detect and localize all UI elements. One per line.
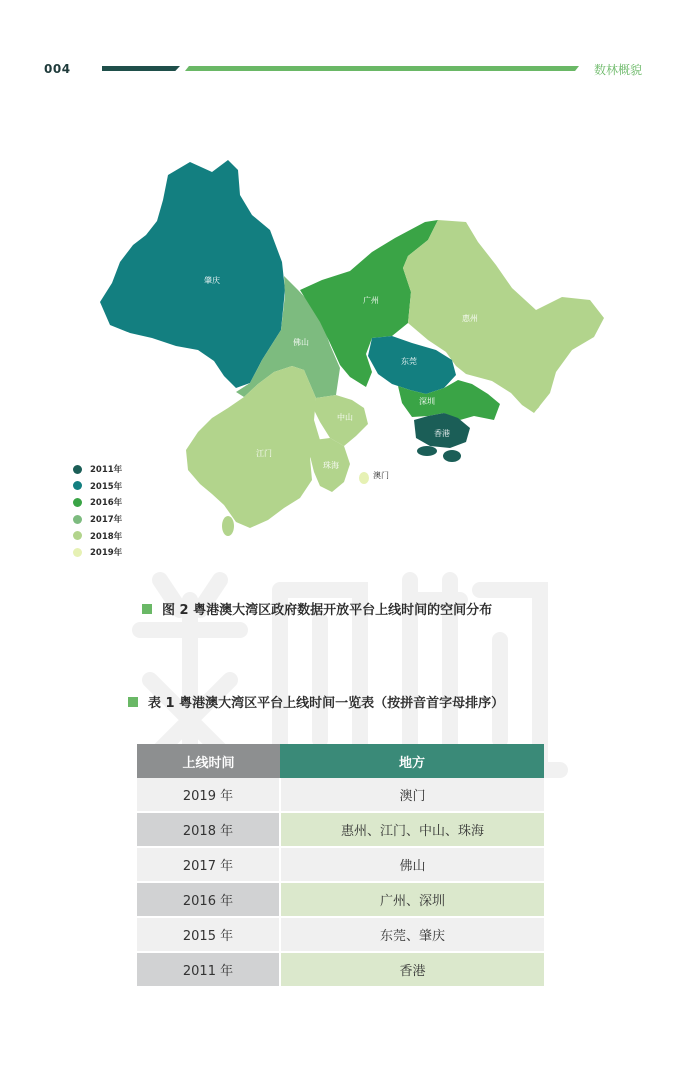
legend-label: 2016年	[90, 498, 123, 509]
map-label-zhongshan: 中山	[337, 413, 353, 422]
cell-places: 惠州、江门、中山、珠海	[280, 812, 544, 847]
legend-item-2011	[73, 461, 122, 478]
cell-year: 2011 年	[137, 952, 280, 987]
legend-dot	[73, 548, 82, 557]
map-label-hongkong: 香港	[434, 429, 450, 438]
map-region-lantau	[417, 446, 437, 456]
cell-places: 佛山	[280, 847, 544, 882]
map-legend	[73, 461, 122, 561]
map-region-jiangmen	[186, 366, 320, 528]
table-row	[137, 778, 544, 812]
map-label-foshan: 佛山	[293, 338, 309, 347]
map-label-zhaoqing: 肇庆	[204, 276, 220, 285]
legend-label: 2017年	[90, 515, 123, 526]
figure-caption-text: 图 2 粤港澳大湾区政府数据开放平台上线时间的空间分布	[162, 603, 493, 618]
cell-places: 广州、深圳	[280, 882, 544, 917]
legend-dot	[73, 531, 82, 540]
map-label-huizhou: 惠州	[462, 314, 478, 323]
map-label-jiangmen: 江门	[256, 449, 272, 458]
legend-item-2017	[73, 511, 122, 528]
cell-places: 东莞、肇庆	[280, 917, 544, 952]
map-region-macao	[359, 472, 369, 484]
table-caption	[0, 692, 680, 711]
map-region-hongkong-island	[443, 450, 461, 462]
cell-year: 2017 年	[137, 847, 280, 882]
legend-dot	[73, 515, 82, 524]
map-label-dongguan: 东莞	[401, 357, 417, 366]
table-row	[137, 812, 544, 847]
legend-item-2018	[73, 527, 122, 544]
column-header-place: 地方	[280, 744, 544, 778]
column-header-time: 上线时间	[137, 744, 280, 778]
caption-marker	[128, 697, 138, 707]
legend-dot	[73, 465, 82, 474]
page-number: 004	[44, 62, 71, 76]
cell-year: 2015 年	[137, 917, 280, 952]
section-name: 数林概貌	[593, 63, 642, 77]
figure-caption	[0, 599, 680, 618]
cell-places: 香港	[280, 952, 544, 987]
legend-item-2016	[73, 494, 122, 511]
map-label-zhuhai: 珠海	[323, 461, 339, 470]
map-island	[527, 390, 541, 410]
table-row	[137, 952, 544, 987]
legend-dot	[73, 481, 82, 490]
map-label-shenzhen: 深圳	[419, 397, 435, 406]
table-row	[137, 847, 544, 882]
table-caption-text: 表 1 粤港澳大湾区平台上线时间一览表（按拼音首字母排序）	[148, 696, 505, 711]
legend-label: 2019年	[90, 548, 123, 559]
legend-item-2019	[73, 544, 122, 561]
cell-places: 澳门	[280, 778, 544, 812]
table-row	[137, 917, 544, 952]
legend-label: 2011年	[90, 465, 123, 476]
map-region-zhaoqing	[100, 160, 285, 388]
legend-dot	[73, 498, 82, 507]
map-island	[222, 516, 234, 536]
legend-label: 2015年	[90, 481, 123, 492]
legend-item-2015	[73, 478, 122, 495]
cell-year: 2016 年	[137, 882, 280, 917]
table-header-row	[137, 744, 544, 778]
caption-marker	[142, 604, 152, 614]
map-label-macao: 澳门	[373, 471, 389, 480]
map-label-guangzhou: 广州	[363, 296, 379, 305]
cell-year: 2018 年	[137, 812, 280, 847]
launch-timeline-table	[137, 744, 544, 988]
legend-label: 2018年	[90, 531, 123, 542]
table-row	[137, 882, 544, 917]
cell-year: 2019 年	[137, 778, 280, 812]
